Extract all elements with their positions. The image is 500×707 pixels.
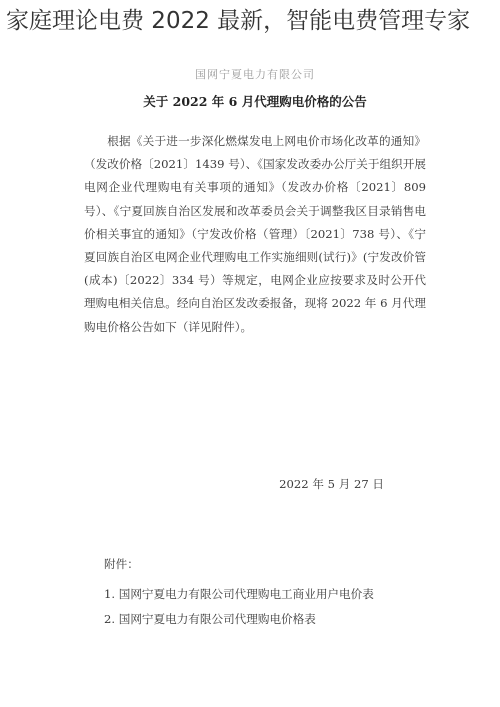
announcement-body: 根据《关于进一步深化燃煤发电上网电价市场化改革的通知》（发改价格〔2021〕1439 号）、《国家发改委办公厅关于组织开展电网企业代理购电有关事项的通知》（发改办价格〔2021〕809 号）、《宁夏回族自治区发展和改革委员会关于调整我区目录销售电价相关事宜的通知》（宁发改价格（管理）〔2021〕738 号）、《宁夏回族自治区电网企业代理购电工作实施细则(试行)》(宁发改价管(成本)〔2022〕334 号）等规定，电网企业应按要求及时公开代理购电相关信息。经向自治区发改委报备，现将 2022 年 6 月代理购电价格公告如下（详见附件）。 bbox=[84, 134, 426, 334]
announcement-document bbox=[70, 60, 440, 700]
issuer-name: 国网宁夏电力有限公司 bbox=[195, 68, 315, 81]
attachment-item: 2. 国网宁夏电力有限公司代理购电价格表 bbox=[104, 612, 316, 626]
page-title: 家庭理论电费 2022 最新，智能电费管理专家 bbox=[6, 8, 471, 34]
attachment-item: 1. 国网宁夏电力有限公司代理购电工商业用户电价表 bbox=[104, 587, 374, 601]
attachments-label: 附件： bbox=[104, 557, 139, 571]
announcement-title: 关于 2022 年 6 月代理购电价格的公告 bbox=[143, 94, 367, 109]
attachments-list bbox=[104, 582, 374, 632]
announcement-date: 2022 年 5 月 27 日 bbox=[279, 477, 384, 491]
